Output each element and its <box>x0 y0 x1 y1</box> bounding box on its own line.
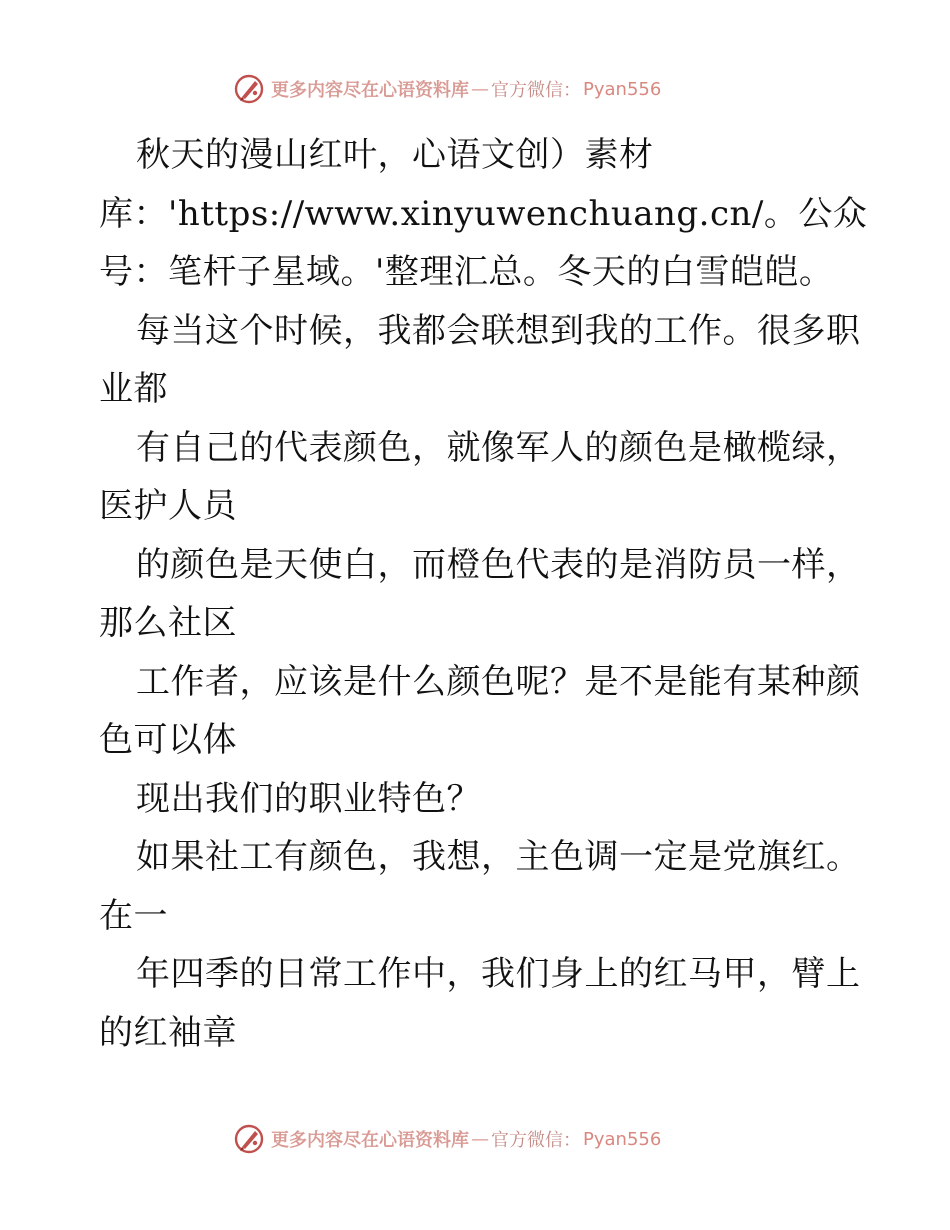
banner-secondary-text: 官方微信： <box>491 1130 581 1151</box>
text-line: 如果社工有颜色，我想，主色调一定是党旗红。 <box>136 837 861 877</box>
banner-dash: — <box>471 78 489 100</box>
text-line: 医护人员 <box>99 486 237 526</box>
quill-pen-logo-icon <box>233 73 265 105</box>
text-line: 的红袖章 <box>99 1012 237 1053</box>
text-line: 秋天的漫山红叶，心语文创）素材 <box>136 135 654 175</box>
text-line: 业都 <box>99 369 168 409</box>
banner-secondary-text: 官方微信： <box>491 80 581 101</box>
text-line: 每当这个时候，我都会联想到我的工作。很多职 <box>136 310 861 351</box>
text-line: 在一 <box>99 895 168 936</box>
text-line: 色可以体 <box>99 720 237 760</box>
text-line: 有自己的代表颜色，就像军人的颜色是橄榄绿， <box>136 427 861 468</box>
banner-dash: — <box>471 1128 489 1150</box>
banner-primary-text: 更多内容尽在心语资料库 <box>271 1130 469 1151</box>
footer-watermark-banner <box>233 1122 661 1156</box>
text-line: 现出我们的职业特色？ <box>136 778 481 819</box>
banner-primary-text: 更多内容尽在心语资料库 <box>271 80 469 101</box>
text-line: 号：笔杆子星域。'整理汇总。冬天的白雪皑皑。 <box>99 252 834 292</box>
banner-account-text: Pyan556 <box>583 78 662 100</box>
text-line: 库：'https://www.xinyuwenchuang.cn/。公众 <box>99 193 868 234</box>
document-body <box>99 126 868 1062</box>
header-watermark-banner <box>233 72 661 106</box>
text-line: 的颜色是天使白，而橙色代表的是消防员一样， <box>136 544 861 585</box>
banner-account-text: Pyan556 <box>583 1128 662 1150</box>
text-line: 年四季的日常工作中，我们身上的红马甲，臂上 <box>136 954 861 994</box>
quill-pen-logo-icon <box>233 1123 265 1155</box>
text-line: 那么社区 <box>99 603 237 643</box>
text-line: 工作者，应该是什么颜色呢？是不是能有某种颜 <box>136 661 861 702</box>
